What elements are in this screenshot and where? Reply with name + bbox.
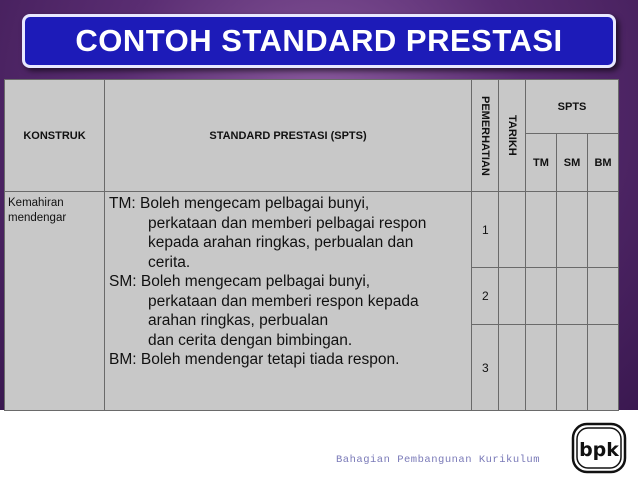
header-konstruk: KONSTRUK <box>5 80 105 192</box>
descriptor-line: kepada arahan ringkas, perbualan dan <box>148 234 414 251</box>
header-tm: TM <box>526 134 557 192</box>
descriptor-line: perkataan dan memberi pelbagai respon <box>148 214 427 232</box>
header-tarikh-label: TARIKH <box>506 115 518 156</box>
descriptor-line: cerita. <box>148 253 191 271</box>
page-title: CONTOH STANDARD PRESTASI <box>75 23 563 58</box>
row-number: 1 <box>472 192 499 268</box>
bm-cell <box>588 268 619 325</box>
tm-cell <box>526 192 557 268</box>
descriptor-line: arahan ringkas, perbualan <box>148 312 329 329</box>
descriptor-line: TM: Boleh mengecam pelbagai bunyi, <box>109 195 370 212</box>
row-number: 2 <box>472 268 499 325</box>
title-banner <box>22 14 616 68</box>
descriptor-lines <box>109 194 467 370</box>
tarikh-cell <box>499 192 526 268</box>
tarikh-cell <box>499 325 526 411</box>
header-pemerhatian-label: PEMERHATIAN <box>479 95 491 176</box>
sm-cell <box>557 268 588 325</box>
row-number: 3 <box>472 325 499 411</box>
tarikh-cell <box>499 268 526 325</box>
header-sm: SM <box>557 134 588 192</box>
logo-text: bpk <box>579 439 619 461</box>
bm-cell <box>588 192 619 268</box>
header-bm: BM <box>588 134 619 192</box>
konstruk-cell: Kemahiran mendengar <box>5 192 105 411</box>
header-pemerhatian <box>472 80 499 192</box>
descriptor-cell <box>105 192 472 411</box>
tm-cell <box>526 268 557 325</box>
header-spts: SPTS <box>526 80 619 134</box>
bpk-logo-icon <box>571 422 627 474</box>
descriptor-line: dan cerita dengan bimbingan. <box>148 331 353 349</box>
bm-cell <box>588 325 619 411</box>
descriptor-line: SM: Boleh mengecam pelbagai bunyi, <box>109 273 371 290</box>
standard-table <box>4 79 619 411</box>
descriptor-line: BM: Boleh mendengar tetapi tiada respon. <box>109 351 400 368</box>
descriptor-line: perkataan dan memberi respon kepada <box>148 292 419 310</box>
footer-text: Bahagian Pembangunan Kurikulum <box>336 454 541 466</box>
header-standard-prestasi: STANDARD PRESTASI (SPTS) <box>105 80 472 192</box>
header-tarikh <box>499 80 526 192</box>
tm-cell <box>526 325 557 411</box>
sm-cell <box>557 192 588 268</box>
sm-cell <box>557 325 588 411</box>
